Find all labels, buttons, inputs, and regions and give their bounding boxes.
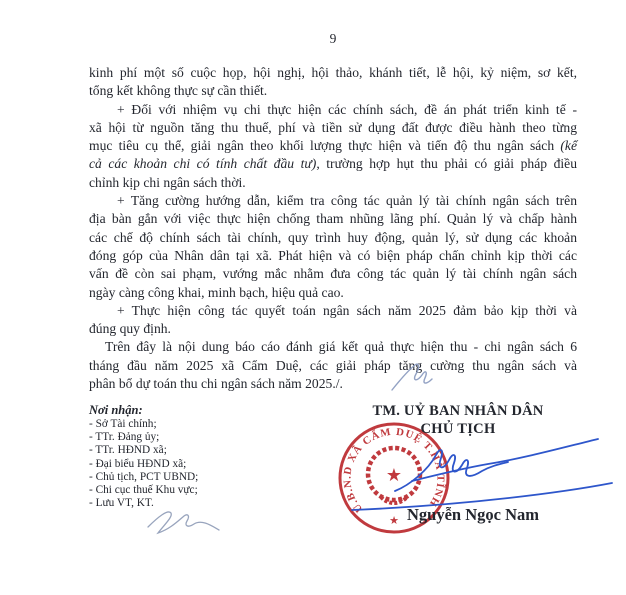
- paragraph-initial-flourish: [388, 362, 434, 394]
- body-line: [89, 210, 577, 228]
- body-line: [89, 247, 577, 265]
- body-line: [89, 320, 577, 338]
- paragraph: [89, 192, 577, 302]
- page-number: 9: [329, 31, 337, 46]
- text-segment: + Tăng cường hướng dẫn, kiểm tra công tác quản lý tài chính ngân sách trên: [117, 193, 577, 209]
- text-segment: các chế độ chính sách tài chính, quy trình huy động, quản lý, sử dụng các khoản: [89, 229, 577, 245]
- text-segment: đúng quy định.: [89, 321, 171, 337]
- text-segment: địa bàn gắn với việc thực hiện chống tham nhũng lãng phí. Quản lý và chấp hành: [89, 211, 577, 227]
- paragraph: [89, 302, 577, 339]
- body-line: [89, 119, 577, 137]
- text-segment: Trên đây là nội dung báo cáo đánh giá kết quả thực hiện thu - chi ngân sách 6: [105, 339, 577, 355]
- signature-scrawl-stroke: [395, 450, 508, 491]
- body-line: [89, 338, 577, 356]
- text-segment: ngày càng công khai, minh bạch, hiệu quả cao.: [89, 284, 344, 300]
- recipients-list: [89, 418, 198, 510]
- text-segment: (kể: [560, 138, 577, 154]
- body-line: [89, 375, 577, 393]
- recipient-item: - Chủ tịch, PCT UBND;: [89, 470, 199, 483]
- signing-org: TM. UỶ BAN NHÂN DÂN: [372, 403, 544, 419]
- seal-bottom-star-icon: ★: [389, 515, 399, 527]
- document-body: [89, 64, 577, 393]
- recipient-item: - Lưu VT, KT.: [89, 497, 154, 510]
- body-line: [89, 284, 577, 302]
- text-segment: , trường hợp hụt thu phải có giải pháp điều: [316, 156, 577, 172]
- text-segment: + Đối với nhiệm vụ chi thực hiện các chính sách, đề án phát triển kinh tế -: [117, 101, 577, 117]
- text-segment: phân bổ dự toán thu chi ngân sách năm 2025./.: [89, 376, 343, 392]
- paragraph: [89, 64, 577, 101]
- body-line: [89, 174, 577, 192]
- recipient-item: - Chi cục thuế Khu vực;: [89, 484, 198, 497]
- text-segment: + Thực hiện công tác quyết toán ngân sách năm 2025 đảm bảo kịp thời và: [117, 302, 577, 318]
- body-line: [89, 302, 577, 320]
- text-segment: cả các khoản chi có tính chất đầu tư): [89, 156, 317, 172]
- signer-name: Nguyễn Ngọc Nam: [407, 505, 539, 524]
- recipients-header: Nơi nhận:: [89, 403, 143, 417]
- seal-emblem-star-icon: ★: [385, 465, 403, 485]
- body-line: [89, 357, 577, 375]
- body-line: [89, 137, 577, 155]
- recipients-initial-mark: [142, 503, 222, 539]
- text-segment: tổng kết không thực sự cần thiết.: [89, 83, 268, 99]
- flourish-stroke: [392, 364, 432, 390]
- recipients-block: [89, 402, 198, 510]
- seal-ring-text: U.B.N.D XÃ CẨM DUỆ T.HÀ TĨNH: [342, 426, 446, 515]
- body-line: [89, 229, 577, 247]
- text-segment: tháng đầu năm 2025 xã Cẩm Duệ, các giải pháp tăng cường thu ngân sách và: [89, 357, 577, 373]
- body-line: [89, 192, 577, 210]
- text-segment: đóng góp của Nhân dân tại xã. Phát hiện và có biện pháp chấn chỉnh kịp thời các: [89, 247, 577, 263]
- recipient-item: - TTr. Đảng ủy;: [89, 431, 160, 444]
- text-segment: vấn đề còn sai phạm, vướng mắc nhằm đưa công tác quản lý tài chính ngân sách: [89, 266, 577, 282]
- signing-block: [358, 402, 558, 438]
- recipient-item: - Đại biểu HĐND xã;: [89, 457, 187, 470]
- initial-stroke: [148, 512, 219, 533]
- body-line: [89, 155, 577, 173]
- body-line: [89, 82, 577, 100]
- paragraph: [89, 338, 577, 393]
- body-line: [89, 101, 577, 119]
- paragraph: [89, 101, 577, 192]
- text-segment: mục tiêu cụ thể, giải ngân theo khối lượng thực hiện và tiến độ thu ngân sách: [89, 138, 561, 154]
- body-line: [89, 64, 577, 82]
- signing-title: CHỦ TỊCH: [420, 421, 496, 437]
- recipient-item: - Sở Tài chính;: [89, 418, 157, 430]
- text-segment: chỉnh kịp chi ngân sách thời.: [89, 174, 246, 190]
- recipient-item: - TTr. HĐND xã;: [89, 444, 167, 457]
- text-segment: kinh phí một số cuộc họp, hội nghị, hội thảo, khánh tiết, lễ hội, kỷ niệm, sơ kết,: [89, 65, 577, 80]
- body-line: [89, 265, 577, 283]
- text-segment: xã hội từ nguồn tăng thu thuế, phí và tiền sử dụng đất được điều hành theo từng: [89, 119, 577, 135]
